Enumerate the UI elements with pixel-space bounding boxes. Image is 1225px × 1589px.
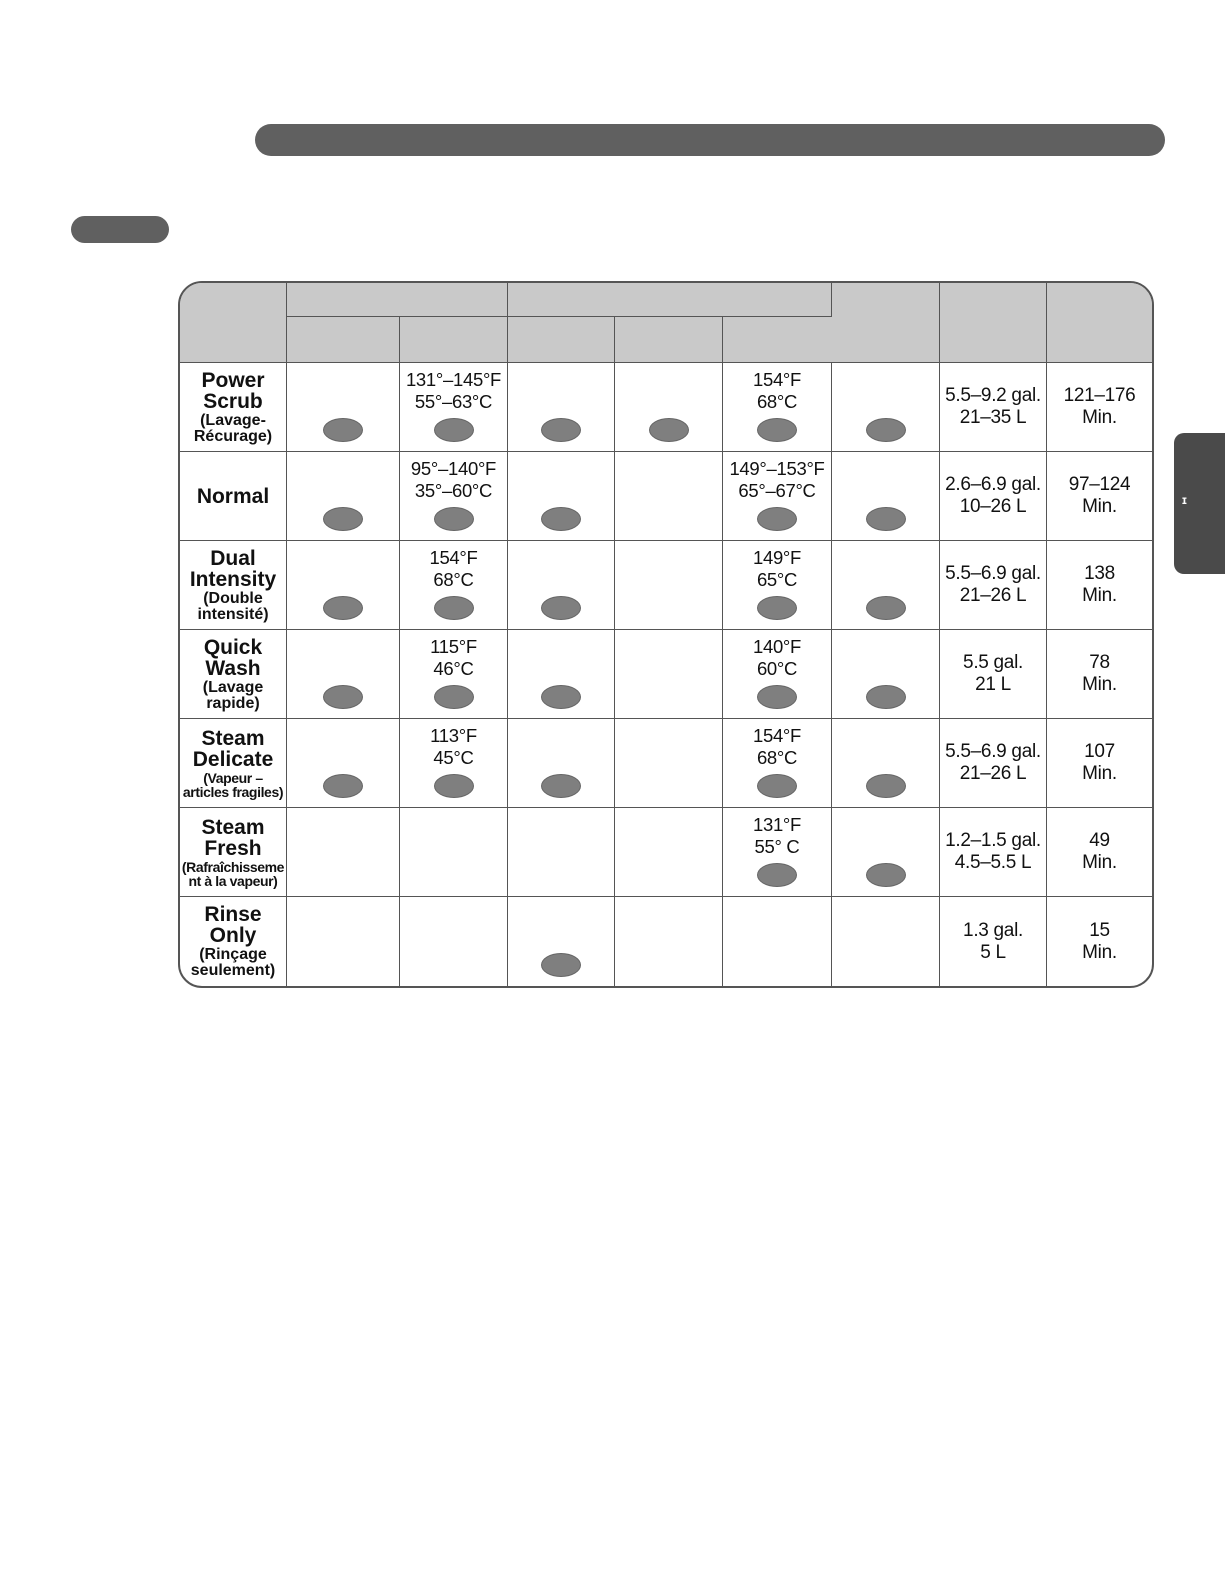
option-indicator-dot: [541, 596, 581, 620]
option-cell: [832, 363, 940, 452]
cycle-name: [180, 808, 287, 897]
option-indicator-dot: [866, 507, 906, 531]
option-cell: [615, 897, 723, 986]
header-water: [940, 283, 1047, 363]
option-cell: [832, 452, 940, 541]
option-cell: [400, 897, 508, 986]
cycle-name-en: Rinse Only: [204, 903, 262, 947]
option-cell: [723, 719, 832, 808]
option-cell: [508, 719, 615, 808]
option-cell: [832, 719, 940, 808]
cycle-name-fr: (Lavage- Récurage): [193, 411, 273, 445]
option-cell: [723, 897, 832, 986]
table-row: [180, 630, 1152, 719]
temperature-value: 95°–140°F 35°–60°C: [410, 458, 497, 501]
option-cell: [400, 452, 508, 541]
option-cell: [615, 452, 723, 541]
option-cell: [508, 452, 615, 541]
header-cycle: [180, 283, 287, 363]
option-indicator-dot: [866, 863, 906, 887]
option-indicator-dot: [541, 507, 581, 531]
option-indicator-dot: [541, 685, 581, 709]
temperature-value: 149°F 65°C: [752, 547, 802, 590]
section-pill: [71, 216, 169, 243]
option-cell: [615, 719, 723, 808]
option-cell: [400, 363, 508, 452]
option-cell: [287, 363, 400, 452]
option-cell: [400, 630, 508, 719]
header-group-a: [287, 283, 508, 317]
option-cell: [400, 719, 508, 808]
option-cell: [400, 808, 508, 897]
option-indicator-dot: [434, 596, 474, 620]
cycle-name-en: Steam Delicate: [192, 726, 274, 771]
water-usage: 1.3 gal. 5 L: [940, 897, 1047, 986]
option-indicator-dot: [866, 418, 906, 442]
temperature-value: 131°–145°F 55°–63°C: [405, 369, 502, 412]
option-indicator-dot: [757, 863, 797, 887]
cycle-name-en: Normal: [196, 484, 270, 508]
option-cell: [508, 808, 615, 897]
option-indicator-dot: [323, 774, 363, 798]
side-tab-label: ɪ: [1182, 493, 1187, 507]
header-col-6: [723, 317, 832, 363]
temperature-value: 154°F 68°C: [752, 725, 802, 768]
option-cell: [508, 897, 615, 986]
option-cell: [615, 541, 723, 630]
temperature-value: 131°F 55° C: [752, 814, 802, 857]
option-indicator-dot: [541, 418, 581, 442]
table-row: [180, 452, 1152, 541]
table-row: [180, 719, 1152, 808]
temperature-value: 154°F 68°C: [429, 547, 478, 590]
cycle-name: [180, 363, 287, 452]
option-indicator-dot: [866, 685, 906, 709]
option-cell: [832, 541, 940, 630]
option-indicator-dot: [866, 596, 906, 620]
option-indicator-dot: [434, 685, 474, 709]
option-cell: [287, 541, 400, 630]
option-indicator-dot: [757, 418, 797, 442]
table-row: [180, 541, 1152, 630]
option-cell: [287, 897, 400, 986]
option-indicator-dot: [757, 685, 797, 709]
cycle-name-en: Steam Fresh: [201, 815, 265, 860]
option-cell: [723, 630, 832, 719]
option-cell: [615, 630, 723, 719]
water-usage: 5.5 gal. 21 L: [940, 630, 1047, 719]
cycle-time: 107 Min.: [1047, 719, 1152, 808]
option-cell: [723, 363, 832, 452]
option-cell: [287, 452, 400, 541]
cycle-time: 78 Min.: [1047, 630, 1152, 719]
cycle-time: 121–176 Min.: [1047, 363, 1152, 452]
option-cell: [400, 541, 508, 630]
option-cell: [287, 630, 400, 719]
option-cell: [615, 808, 723, 897]
cycle-name: [180, 630, 287, 719]
temperature-value: 115°F 46°C: [430, 636, 477, 679]
option-indicator-dot: [866, 774, 906, 798]
cycle-name-en: Quick Wash: [203, 635, 263, 680]
water-usage: 2.6–6.9 gal. 10–26 L: [940, 452, 1047, 541]
table-row: [180, 897, 1152, 986]
header-col-3: [400, 317, 508, 363]
side-tab: [1174, 433, 1225, 574]
option-cell: [508, 541, 615, 630]
cycle-time: 49 Min.: [1047, 808, 1152, 897]
temperature-value: 113°F 45°C: [430, 725, 477, 768]
cycle-table: [178, 281, 1154, 988]
cycle-name: [180, 541, 287, 630]
cycle-time: 97–124 Min.: [1047, 452, 1152, 541]
cycle-name-fr: (Rinçage seulement): [190, 946, 276, 979]
cycle-name-fr: (Rafraîchisseme nt à la vapeur): [181, 858, 285, 889]
cycle-name: [180, 452, 287, 541]
cycle-name-fr: (Double intensité): [197, 589, 269, 623]
temperature-value: 149°–153°F 65°–67°C: [729, 458, 825, 501]
option-indicator-dot: [434, 418, 474, 442]
option-cell: [832, 897, 940, 986]
cycle-name: [180, 719, 287, 808]
cycle-name-en: Power Scrub: [201, 368, 265, 413]
option-cell: [832, 630, 940, 719]
option-indicator-dot: [757, 596, 797, 620]
header-time: [1047, 283, 1152, 363]
title-bar: [255, 124, 1165, 156]
option-indicator-dot: [757, 507, 797, 531]
option-cell: [287, 719, 400, 808]
water-usage: 1.2–1.5 gal. 4.5–5.5 L: [940, 808, 1047, 897]
header-col-7: [832, 283, 940, 363]
header-group-b: [508, 283, 832, 317]
option-cell: [508, 363, 615, 452]
option-indicator-dot: [649, 418, 689, 442]
cycle-name-fr: (Vapeur – articles fragiles): [182, 769, 284, 800]
option-indicator-dot: [323, 507, 363, 531]
water-usage: 5.5–6.9 gal. 21–26 L: [940, 719, 1047, 808]
option-indicator-dot: [323, 685, 363, 709]
temperature-value: 154°F 68°C: [752, 369, 802, 412]
header-col-5: [615, 317, 723, 363]
option-cell: [615, 363, 723, 452]
header-col-2: [287, 317, 400, 363]
table-row: [180, 808, 1152, 897]
option-indicator-dot: [434, 774, 474, 798]
option-cell: [723, 808, 832, 897]
cycle-name-en: Dual Intensity: [189, 546, 277, 591]
option-cell: [287, 808, 400, 897]
option-indicator-dot: [541, 953, 581, 977]
temperature-value: 140°F 60°C: [752, 636, 802, 679]
option-cell: [723, 541, 832, 630]
option-indicator-dot: [323, 418, 363, 442]
cycle-time: 138 Min.: [1047, 541, 1152, 630]
water-usage: 5.5–6.9 gal. 21–26 L: [940, 541, 1047, 630]
table-row: [180, 363, 1152, 452]
header-col-4: [508, 317, 615, 363]
option-indicator-dot: [541, 774, 581, 798]
cycle-name: [180, 897, 287, 986]
water-usage: 5.5–9.2 gal. 21–35 L: [940, 363, 1047, 452]
option-cell: [723, 452, 832, 541]
cycle-name-fr: (Lavage rapide): [202, 678, 264, 712]
option-cell: [508, 630, 615, 719]
option-indicator-dot: [323, 596, 363, 620]
option-indicator-dot: [757, 774, 797, 798]
option-indicator-dot: [434, 507, 474, 531]
cycle-time: 15 Min.: [1082, 919, 1117, 963]
option-cell: [832, 808, 940, 897]
